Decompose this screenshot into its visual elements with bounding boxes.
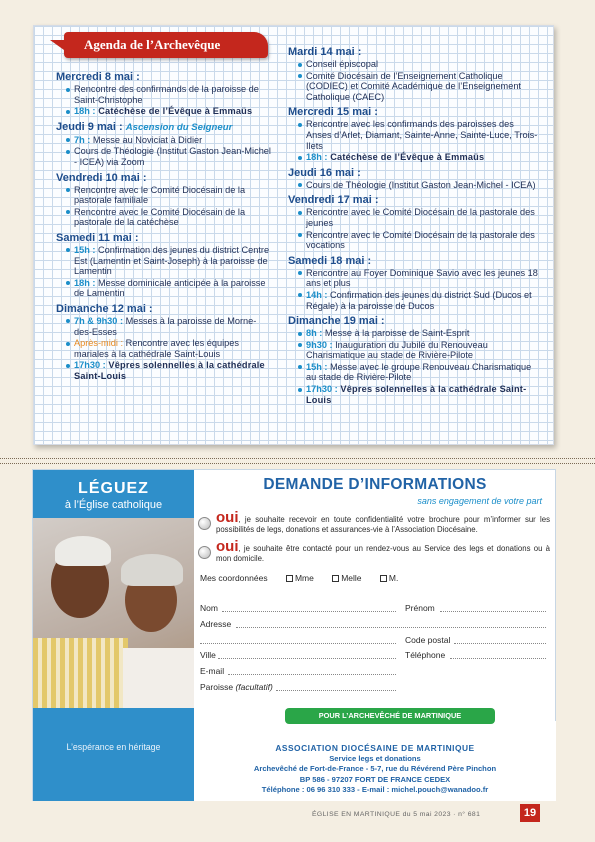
item-text: Vêpres solennelles à la cathédrale Saint-Louis bbox=[74, 360, 265, 381]
checkbox-melle[interactable] bbox=[332, 575, 339, 582]
agenda-item bbox=[64, 338, 272, 359]
item-text: Messes à la paroisse de Morne-des-Esses bbox=[74, 315, 257, 337]
label-nom: Nom bbox=[200, 603, 218, 613]
legs-title: LÉGUEZ bbox=[78, 480, 149, 497]
item-text: Rencontre avec les équipes mariales à la cathédrale Saint-Louis bbox=[74, 338, 239, 359]
day-label: Dimanche 19 mai : bbox=[288, 315, 385, 328]
item-text: Rencontre avec le Comité Diocésain de la pastorale des vocations bbox=[306, 229, 535, 251]
item-time: 17h30 : bbox=[306, 384, 338, 395]
coordinates-row bbox=[200, 573, 550, 583]
day-label: Mercredi 15 mai : bbox=[288, 106, 378, 119]
day-label: Mardi 14 mai : bbox=[288, 46, 362, 58]
option-contact[interactable] bbox=[200, 538, 550, 564]
coordinates-label: Mes coordonnées bbox=[200, 573, 268, 583]
agenda-item bbox=[64, 84, 272, 105]
day-heading bbox=[288, 315, 540, 327]
agenda-item bbox=[64, 185, 272, 206]
page-number: 19 bbox=[520, 804, 540, 822]
form-title: DEMANDE D’INFORMATIONS bbox=[263, 476, 487, 493]
item-time: 7h & 9h30 : bbox=[74, 315, 124, 326]
agenda-item bbox=[296, 384, 540, 405]
input-ville[interactable] bbox=[218, 658, 396, 659]
woman-hair bbox=[121, 554, 183, 586]
day-heading bbox=[56, 172, 272, 184]
agenda-item bbox=[64, 360, 272, 381]
option-brochure[interactable] bbox=[200, 509, 550, 535]
legs-heading bbox=[33, 480, 194, 511]
label-telephone: Téléphone bbox=[405, 650, 446, 660]
agenda-item bbox=[64, 316, 272, 337]
white-sleeve bbox=[123, 648, 194, 708]
agenda-item bbox=[64, 146, 272, 167]
agenda-item bbox=[64, 207, 272, 228]
label-ville: Ville bbox=[200, 650, 216, 660]
item-text: Cours de Théologie (Institut Gaston Jean-Michel - ICEA) via Zoom bbox=[74, 146, 271, 167]
input-telephone[interactable] bbox=[450, 658, 546, 659]
day-heading bbox=[56, 71, 272, 83]
agenda-item bbox=[296, 180, 540, 191]
item-text: Rencontre avec le Comité Diocésain de la pastorale de la catéchèse bbox=[74, 206, 246, 228]
paroisse-text: Paroisse bbox=[200, 682, 234, 692]
civ-mme: Mme bbox=[294, 573, 314, 583]
item-time: 17h30 : bbox=[74, 360, 106, 371]
form-subtitle: sans engagement de votre part bbox=[417, 496, 542, 506]
facultatif-text: (facultatif) bbox=[235, 682, 273, 692]
item-time: 8h : bbox=[306, 328, 323, 339]
agenda-title: Agenda de l’Archevêque bbox=[84, 37, 221, 52]
agenda-item bbox=[296, 230, 540, 251]
item-text: Rencontre avec le Comité Diocésain de la pastorale des jeunes bbox=[306, 207, 535, 228]
agenda-item bbox=[296, 268, 540, 289]
radio-circle-icon[interactable] bbox=[198, 517, 211, 530]
day-label: Vendredi 17 mai : bbox=[288, 194, 379, 207]
day-label: Jeudi 9 mai : bbox=[56, 120, 123, 133]
agenda-column-right bbox=[288, 42, 540, 406]
day-label: Mercredi 8 mai : bbox=[56, 71, 140, 83]
label-code-postal: Code postal bbox=[405, 635, 451, 645]
item-text: Confirmation des jeunes du district Sud (Ducos et Régale) à la paroisse de Ducos bbox=[306, 289, 532, 311]
assoc-line1: Archevêché de Fort-de-France - 5-7, rue du Révérend Père Pinchon bbox=[253, 764, 497, 773]
agenda-item bbox=[64, 278, 272, 299]
input-prenom[interactable] bbox=[440, 611, 546, 612]
option2-text: , je souhaite être contacté pour un rendez-vous au Service des legs et donations ou à mon domicile. bbox=[216, 544, 550, 563]
label-paroisse bbox=[200, 682, 273, 692]
agenda-item bbox=[296, 362, 540, 383]
item-text: Vêpres solennelles à la cathédrale Saint-Louis bbox=[306, 384, 527, 405]
footer-text: ÉGLISE EN MARTINIQUE du 5 mai 2023 · n° 681 bbox=[312, 811, 481, 818]
day-heading bbox=[288, 255, 540, 267]
item-text: Messe à la paroisse de Saint-Esprit bbox=[322, 328, 470, 339]
divider bbox=[0, 458, 595, 464]
input-adresse-2[interactable] bbox=[200, 643, 396, 644]
agenda-item bbox=[296, 207, 540, 228]
radio-circle-icon[interactable] bbox=[198, 546, 211, 559]
assoc-name: ASSOCIATION DIOCÉSAINE DE MARTINIQUE bbox=[275, 743, 475, 753]
agenda-item bbox=[64, 135, 272, 146]
item-text: Messe dominicale anticipée à la paroisse de Lamentin bbox=[74, 277, 266, 299]
item-time: 18h : bbox=[306, 152, 328, 163]
input-paroisse[interactable] bbox=[276, 690, 396, 691]
day-heading bbox=[288, 194, 540, 206]
option2-oui: oui bbox=[216, 538, 239, 555]
day-label: Vendredi 10 mai : bbox=[56, 171, 147, 184]
archeveche-band: POUR L’ARCHEVÊCHÉ DE MARTINIQUE bbox=[285, 708, 495, 724]
item-time: 15h : bbox=[306, 361, 328, 372]
plaid-shirt bbox=[33, 638, 128, 708]
agenda-item bbox=[64, 245, 272, 277]
label-email: E-mail bbox=[200, 666, 225, 676]
assoc-line3: Téléphone : 06 96 310 333 - E-mail : michel.pouch@wanadoo.fr bbox=[261, 785, 489, 794]
item-text: Conseil épiscopal bbox=[306, 59, 379, 69]
label-adresse: Adresse bbox=[200, 619, 232, 629]
item-text: Messe avec le groupe Renouveau Charismatique au stade de Rivière-Pilote bbox=[306, 361, 532, 383]
day-heading bbox=[56, 232, 272, 244]
day-heading bbox=[288, 46, 540, 58]
checkbox-mme[interactable] bbox=[286, 575, 293, 582]
man-hair bbox=[55, 536, 111, 566]
civ-melle: Melle bbox=[341, 573, 362, 583]
item-time: 14h : bbox=[306, 289, 328, 300]
item-text: Rencontre avec le Comité Diocésain de la pastorale familiale bbox=[74, 184, 246, 206]
item-text: Catéchèse de l’Évêque à Emmaüs bbox=[95, 106, 253, 117]
day-label: Dimanche 12 mai : bbox=[56, 302, 153, 315]
assoc-service: Service legs et donations bbox=[329, 753, 421, 763]
input-email[interactable] bbox=[228, 674, 396, 675]
info-request-form bbox=[200, 476, 550, 583]
assoc-line2: BP 586 - 97207 FORT DE FRANCE CEDEX bbox=[299, 774, 451, 784]
label-prenom: Prénom bbox=[405, 603, 435, 613]
agenda-item bbox=[296, 71, 540, 103]
agenda-item bbox=[296, 119, 540, 151]
agenda-item bbox=[296, 59, 540, 70]
item-text: Messe au Noviciat à Didier bbox=[90, 134, 203, 145]
agenda-item bbox=[296, 152, 540, 163]
day-heading bbox=[56, 303, 272, 315]
item-time: 15h : bbox=[74, 244, 96, 255]
agenda-tab bbox=[64, 32, 268, 58]
day-heading bbox=[56, 121, 272, 134]
civ-m: M. bbox=[388, 573, 399, 583]
legs-sidebar bbox=[33, 470, 194, 801]
day-label: Samedi 18 mai : bbox=[288, 254, 372, 267]
agenda-item bbox=[296, 290, 540, 311]
option1-text: , je souhaite recevoir en toute confidentialité votre brochure pour m’informer sur les possibilités de legs, donations et assurances-vie à l’Association Diocésaine. bbox=[216, 515, 550, 534]
feast-label: Ascension du Seigneur bbox=[125, 121, 233, 133]
day-label: Jeudi 16 mai : bbox=[288, 166, 361, 179]
legs-subtitle: à l’Église catholique bbox=[64, 499, 163, 511]
agenda-item bbox=[296, 340, 540, 361]
day-label: Samedi 11 mai : bbox=[56, 231, 139, 244]
association-address bbox=[194, 721, 556, 801]
input-nom[interactable] bbox=[222, 611, 396, 612]
item-text: Rencontre avec les confirmands des paroisses des Anses d’Arlet, Diamant, Sainte-Anne, Sainte-Luce, Trois-Ilets bbox=[306, 119, 538, 151]
day-heading bbox=[288, 106, 540, 118]
item-text: Comité Diocésain de l’Enseignement Catholique (CODIEC) et Comité Académique de l’Enseignement Catholique (CAEC) bbox=[306, 70, 521, 102]
agenda-column-left bbox=[56, 67, 272, 382]
item-time: 18h : bbox=[74, 277, 96, 288]
input-adresse[interactable] bbox=[236, 627, 546, 628]
agenda-item bbox=[296, 328, 540, 339]
elderly-couple-photo bbox=[33, 518, 194, 708]
legs-tagline: L’espérance en héritage bbox=[66, 742, 161, 752]
item-text: Cours de Théologie (Institut Gaston Jean-Michel - ICEA) bbox=[306, 179, 536, 190]
item-text: Inauguration du Jubilé du Renouveau Charismatique au stade de Rivière-Pilote bbox=[306, 339, 488, 361]
option1-oui: oui bbox=[216, 509, 239, 526]
item-text: Rencontre des confirmands de la paroisse de Saint-Christophe bbox=[74, 84, 259, 105]
item-text: Catéchèse de l’Évêque à Emmaüs bbox=[327, 152, 485, 163]
item-text: Confirmation des jeunes du district Centre Est (Lamentin et Saint-Joseph) à la paroisse de Lamentin bbox=[74, 244, 270, 277]
item-time: 18h : bbox=[74, 106, 96, 117]
agenda-item bbox=[64, 106, 272, 117]
item-text: Rencontre au Foyer Dominique Savio avec les jeunes 18 ans et plus bbox=[306, 267, 538, 289]
item-time: 7h : bbox=[74, 134, 91, 145]
day-heading bbox=[288, 167, 540, 179]
item-time: 9h30 : bbox=[306, 339, 333, 350]
input-code-postal[interactable] bbox=[454, 643, 546, 644]
item-time: Après-midi : bbox=[74, 338, 124, 349]
checkbox-m[interactable] bbox=[380, 575, 387, 582]
